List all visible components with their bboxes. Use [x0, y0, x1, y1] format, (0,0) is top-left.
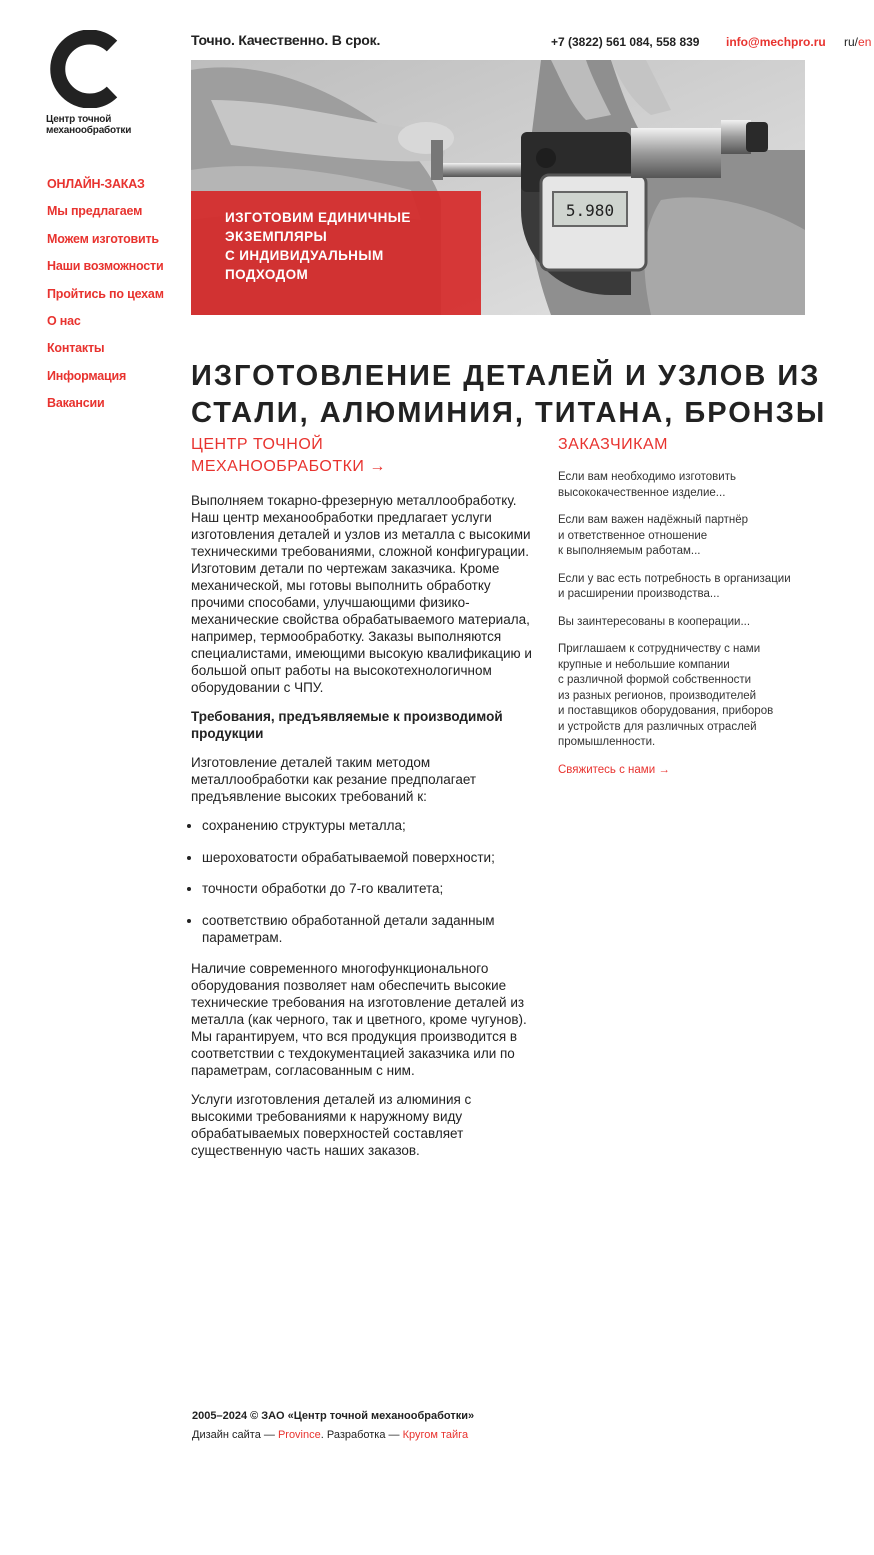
design-prefix: Дизайн сайта —: [192, 1429, 278, 1441]
nav-item-vacancies[interactable]: Вакансии: [47, 396, 105, 411]
lang-en-link[interactable]: en: [858, 35, 872, 49]
developer-link[interactable]: Кругом тайга: [402, 1429, 469, 1441]
c-logo-icon: [46, 30, 118, 108]
list-item: • точности обработки до 7-го квалитета;: [202, 880, 536, 897]
hero-caption: ИЗГОТОВИМ ЕДИНИЧНЫЕ ЭКЗЕМПЛЯРЫ С ИНДИВИДУАЛЬНЫМ ПОДХОДОМ: [225, 210, 411, 282]
nav-item-workshops[interactable]: Пройтись по цехам: [47, 286, 164, 301]
sidebar-paragraph: Если вам важен надёжный партнёр и ответственное отношение к выполняемым работам...: [558, 514, 749, 557]
designer-link[interactable]: Province: [277, 1429, 321, 1441]
sidebar-paragraph: Если вам необходимо изготовить высококачественное изделие...: [558, 471, 736, 499]
nav-item-can-make[interactable]: Можем изготовить: [47, 231, 159, 246]
micrometer-display-value: 5.980: [565, 201, 615, 220]
sidebar-paragraph: Приглашаем к сотрудничеству с нами крупные и небольшие компании с различной формой собственности из разных регионов, производителей и поставщиков оборудования, приборов и устройств для различных отраслей промышленности.: [558, 643, 774, 748]
page-title: ИЗГОТОВЛЕНИЕ ДЕТАЛЕЙ И УЗЛОВ ИЗ СТАЛИ, АЛЮМИНИЯ, ТИТАНА, БРОНЗЫ: [191, 360, 827, 429]
equipment-paragraph: Наличие современного многофункционального оборудования позволяет нам обеспечить высокие технические требования на изготовление деталей из металла (как черного, так и цветного, кроме чугунов). Мы гарантируем, что вся продукция производится в соответствии с техдокументацией заказчика или по параметрам, согласованным с ним.: [191, 961, 527, 1078]
email-link[interactable]: info@mechpro.ru: [726, 35, 826, 49]
credits: [192, 1429, 692, 1441]
list-item: • сохранению структуры металла;: [202, 817, 536, 834]
language-switcher: [844, 35, 871, 49]
hero-caption-box: [191, 191, 481, 315]
nav-item-capabilities[interactable]: Наши возможности: [47, 259, 164, 274]
nav-item-information[interactable]: Информация: [47, 368, 127, 383]
customers-heading: ЗАКАЗЧИКАМ: [558, 436, 668, 453]
customers-sidebar: [558, 470, 808, 778]
side-nav: [47, 176, 187, 423]
nav-item-about[interactable]: О нас: [47, 313, 81, 328]
contact-us-link[interactable]: Свяжитесь с нами →: [558, 763, 670, 776]
lang-ru-link[interactable]: ru: [844, 35, 855, 49]
aluminum-paragraph: Услуги изготовления деталей из алюминия с высокими требованиями к наружному виду обрабатываемых поверхностей составляет существенную часть наших заказов.: [191, 1092, 472, 1158]
nav-item-online-order[interactable]: ОНЛАЙН-ЗАКАЗ: [47, 177, 145, 191]
intro-paragraph: Выполняем токарно-фрезерную металлообработку. Наш центр механообработки предлагает услуги изготовления деталей и узлов из металла с высокими техническими требованиями, сложной конфигурации. Изготовим детали по чертежам заказчика. Кроме механической, мы готовы выполнить обработку прочими способами, улучшающими физико-механические свойства обрабатываемого материала, например, термообработку. Заказы выполняются специалистами, имеющими высокую квалификацию и большой опыт работы на высокотехнологичном оборудовании с ЧПУ.: [191, 493, 532, 695]
requirements-heading: Требования, предъявляемые к производимой продукции: [191, 709, 503, 741]
requirements-intro: Изготовление деталей таким методом металлообработки как резание предполагает предъявление высоких требований к:: [191, 755, 477, 804]
hero-banner: [191, 60, 805, 315]
section-heading-link[interactable]: ЦЕНТР ТОЧНОЙ МЕХАНООБРАБОТКИ →: [191, 436, 386, 475]
nav-item-contacts[interactable]: Контакты: [47, 341, 105, 356]
main-content: [191, 492, 536, 1171]
logo-text: Центр точной механообработки: [46, 114, 132, 136]
sidebar-paragraph: Если у вас есть потребность в организации и расширении производства...: [558, 572, 791, 600]
tagline: Точно. Качественно. В срок.: [191, 32, 381, 48]
lang-separator: /: [854, 35, 859, 49]
logo[interactable]: [46, 30, 166, 136]
phone-number[interactable]: +7 (3822) 561 084, 558 839: [551, 35, 700, 49]
sidebar-paragraph: Вы заинтересованы в кооперации...: [558, 615, 751, 628]
dev-prefix: . Разработка —: [320, 1429, 403, 1441]
list-item: • соответствию обработанной детали заданным параметрам.: [202, 912, 536, 946]
list-item: • шероховатости обрабатываемой поверхности;: [202, 849, 536, 866]
nav-item-offer[interactable]: Мы предлагаем: [47, 204, 143, 219]
requirements-list: [191, 817, 536, 946]
footer: [192, 1410, 692, 1441]
copyright: 2005–2024 © ЗАО «Центр точной механообработки»: [192, 1410, 475, 1422]
